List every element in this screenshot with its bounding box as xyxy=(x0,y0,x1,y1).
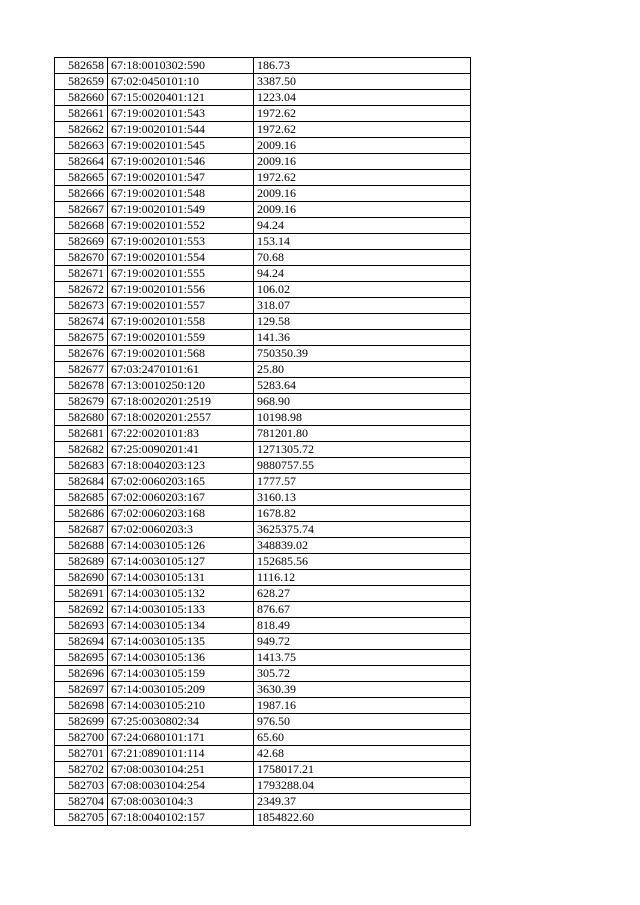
table-row xyxy=(55,570,471,586)
record-number-cell: 582660 xyxy=(55,90,108,106)
value-cell: 2349.37 xyxy=(254,794,471,810)
table-row xyxy=(55,714,471,730)
table-row xyxy=(55,186,471,202)
value-cell: 3387.50 xyxy=(254,74,471,90)
cadastral-number-cell: 67:18:0020201:2519 xyxy=(108,394,254,410)
value-cell: 152685.56 xyxy=(254,554,471,570)
table-row xyxy=(55,330,471,346)
record-number-cell: 582662 xyxy=(55,122,108,138)
table-row xyxy=(55,138,471,154)
cadastral-number-cell: 67:25:0090201:41 xyxy=(108,442,254,458)
record-number-cell: 582683 xyxy=(55,458,108,474)
cadastral-number-cell: 67:08:0030104:3 xyxy=(108,794,254,810)
table-row xyxy=(55,538,471,554)
cadastral-number-cell: 67:14:0030105:135 xyxy=(108,634,254,650)
cadastral-number-cell: 67:08:0030104:254 xyxy=(108,778,254,794)
table-row xyxy=(55,90,471,106)
cadastral-number-cell: 67:02:0450101:10 xyxy=(108,74,254,90)
record-number-cell: 582693 xyxy=(55,618,108,634)
table-row xyxy=(55,362,471,378)
cadastral-number-cell: 67:25:0030802:34 xyxy=(108,714,254,730)
record-number-cell: 582698 xyxy=(55,698,108,714)
record-number-cell: 582700 xyxy=(55,730,108,746)
cadastral-number-cell: 67:02:0060203:3 xyxy=(108,522,254,538)
cadastral-number-cell: 67:19:0020101:548 xyxy=(108,186,254,202)
value-cell: 968.90 xyxy=(254,394,471,410)
record-number-cell: 582680 xyxy=(55,410,108,426)
record-number-cell: 582664 xyxy=(55,154,108,170)
record-number-cell: 582704 xyxy=(55,794,108,810)
value-cell: 2009.16 xyxy=(254,154,471,170)
cadastral-number-cell: 67:03:2470101:61 xyxy=(108,362,254,378)
record-number-cell: 582668 xyxy=(55,218,108,234)
cadastral-number-cell: 67:22:0020101:83 xyxy=(108,426,254,442)
table-row xyxy=(55,314,471,330)
value-cell: 5283.64 xyxy=(254,378,471,394)
value-cell: 1793288.04 xyxy=(254,778,471,794)
cadastral-number-cell: 67:19:0020101:545 xyxy=(108,138,254,154)
value-cell: 106.02 xyxy=(254,282,471,298)
record-number-cell: 582659 xyxy=(55,74,108,90)
value-cell: 818.49 xyxy=(254,618,471,634)
cadastral-number-cell: 67:02:0060203:165 xyxy=(108,474,254,490)
record-number-cell: 582692 xyxy=(55,602,108,618)
value-cell: 9880757.55 xyxy=(254,458,471,474)
record-number-cell: 582685 xyxy=(55,490,108,506)
cadastral-number-cell: 67:18:0020201:2557 xyxy=(108,410,254,426)
cadastral-number-cell: 67:14:0030105:127 xyxy=(108,554,254,570)
record-number-cell: 582658 xyxy=(55,58,108,74)
value-cell: 1972.62 xyxy=(254,106,471,122)
value-cell: 628.27 xyxy=(254,586,471,602)
table-row xyxy=(55,266,471,282)
value-cell: 1972.62 xyxy=(254,122,471,138)
table-row xyxy=(55,170,471,186)
cadastral-number-cell: 67:18:0010302:590 xyxy=(108,58,254,74)
table-row xyxy=(55,154,471,170)
cadastral-number-cell: 67:14:0030105:131 xyxy=(108,570,254,586)
cadastral-number-cell: 67:19:0020101:544 xyxy=(108,122,254,138)
table-row xyxy=(55,698,471,714)
value-cell: 781201.80 xyxy=(254,426,471,442)
table-row xyxy=(55,202,471,218)
table-row xyxy=(55,346,471,362)
cadastral-number-cell: 67:18:0040102:157 xyxy=(108,810,254,826)
value-cell: 348839.02 xyxy=(254,538,471,554)
cadastral-number-cell: 67:14:0030105:133 xyxy=(108,602,254,618)
value-cell: 10198.98 xyxy=(254,410,471,426)
cadastral-number-cell: 67:18:0040203:123 xyxy=(108,458,254,474)
cadastral-number-cell: 67:14:0030105:134 xyxy=(108,618,254,634)
record-number-cell: 582689 xyxy=(55,554,108,570)
record-number-cell: 582679 xyxy=(55,394,108,410)
cadastral-number-cell: 67:19:0020101:559 xyxy=(108,330,254,346)
value-cell: 1271305.72 xyxy=(254,442,471,458)
cadastral-number-cell: 67:19:0020101:556 xyxy=(108,282,254,298)
table-row xyxy=(55,106,471,122)
table-row xyxy=(55,522,471,538)
cadastral-number-cell: 67:19:0020101:554 xyxy=(108,250,254,266)
table-row xyxy=(55,378,471,394)
table-row xyxy=(55,634,471,650)
value-cell: 876.67 xyxy=(254,602,471,618)
table-row xyxy=(55,74,471,90)
cadastral-number-cell: 67:19:0020101:555 xyxy=(108,266,254,282)
table-row xyxy=(55,426,471,442)
cadastral-number-cell: 67:19:0020101:546 xyxy=(108,154,254,170)
cadastral-number-cell: 67:02:0060203:168 xyxy=(108,506,254,522)
cadastral-number-cell: 67:14:0030105:126 xyxy=(108,538,254,554)
record-number-cell: 582669 xyxy=(55,234,108,250)
table-row xyxy=(55,458,471,474)
table-row xyxy=(55,234,471,250)
value-cell: 65.60 xyxy=(254,730,471,746)
value-cell: 318.07 xyxy=(254,298,471,314)
record-number-cell: 582687 xyxy=(55,522,108,538)
value-cell: 94.24 xyxy=(254,218,471,234)
records-table-body xyxy=(55,58,471,826)
cadastral-number-cell: 67:19:0020101:547 xyxy=(108,170,254,186)
record-number-cell: 582675 xyxy=(55,330,108,346)
table-row xyxy=(55,394,471,410)
record-number-cell: 582684 xyxy=(55,474,108,490)
record-number-cell: 582682 xyxy=(55,442,108,458)
record-number-cell: 582696 xyxy=(55,666,108,682)
value-cell: 141.36 xyxy=(254,330,471,346)
cadastral-number-cell: 67:19:0020101:568 xyxy=(108,346,254,362)
record-number-cell: 582703 xyxy=(55,778,108,794)
value-cell: 1413.75 xyxy=(254,650,471,666)
cadastral-number-cell: 67:08:0030104:251 xyxy=(108,762,254,778)
record-number-cell: 582690 xyxy=(55,570,108,586)
value-cell: 1758017.21 xyxy=(254,762,471,778)
record-number-cell: 582697 xyxy=(55,682,108,698)
table-row xyxy=(55,794,471,810)
value-cell: 1854822.60 xyxy=(254,810,471,826)
cadastral-number-cell: 67:14:0030105:210 xyxy=(108,698,254,714)
value-cell: 94.24 xyxy=(254,266,471,282)
table-row xyxy=(55,602,471,618)
record-number-cell: 582695 xyxy=(55,650,108,666)
cadastral-number-cell: 67:19:0020101:543 xyxy=(108,106,254,122)
cadastral-number-cell: 67:19:0020101:557 xyxy=(108,298,254,314)
table-row xyxy=(55,122,471,138)
record-number-cell: 582688 xyxy=(55,538,108,554)
record-number-cell: 582699 xyxy=(55,714,108,730)
records-table xyxy=(54,57,471,826)
cadastral-number-cell: 67:13:0010250:120 xyxy=(108,378,254,394)
value-cell: 305.72 xyxy=(254,666,471,682)
value-cell: 976.50 xyxy=(254,714,471,730)
record-number-cell: 582694 xyxy=(55,634,108,650)
record-number-cell: 582701 xyxy=(55,746,108,762)
value-cell: 3160.13 xyxy=(254,490,471,506)
cadastral-number-cell: 67:14:0030105:159 xyxy=(108,666,254,682)
value-cell: 1972.62 xyxy=(254,170,471,186)
cadastral-number-cell: 67:19:0020101:558 xyxy=(108,314,254,330)
table-row xyxy=(55,586,471,602)
table-row xyxy=(55,778,471,794)
value-cell: 1777.57 xyxy=(254,474,471,490)
value-cell: 2009.16 xyxy=(254,202,471,218)
value-cell: 1116.12 xyxy=(254,570,471,586)
cadastral-number-cell: 67:19:0020101:549 xyxy=(108,202,254,218)
value-cell: 1223.04 xyxy=(254,90,471,106)
value-cell: 153.14 xyxy=(254,234,471,250)
value-cell: 1678.82 xyxy=(254,506,471,522)
cadastral-number-cell: 67:19:0020101:553 xyxy=(108,234,254,250)
value-cell: 70.68 xyxy=(254,250,471,266)
value-cell: 949.72 xyxy=(254,634,471,650)
table-row xyxy=(55,650,471,666)
table-row xyxy=(55,506,471,522)
value-cell: 2009.16 xyxy=(254,138,471,154)
value-cell: 1987.16 xyxy=(254,698,471,714)
value-cell: 129.58 xyxy=(254,314,471,330)
table-row xyxy=(55,490,471,506)
value-cell: 42.68 xyxy=(254,746,471,762)
cadastral-number-cell: 67:19:0020101:552 xyxy=(108,218,254,234)
table-row xyxy=(55,250,471,266)
table-row xyxy=(55,474,471,490)
value-cell: 750350.39 xyxy=(254,346,471,362)
cadastral-number-cell: 67:14:0030105:136 xyxy=(108,650,254,666)
cadastral-number-cell: 67:21:0890101:114 xyxy=(108,746,254,762)
table-row xyxy=(55,442,471,458)
record-number-cell: 582661 xyxy=(55,106,108,122)
cadastral-number-cell: 67:14:0030105:209 xyxy=(108,682,254,698)
table-row xyxy=(55,682,471,698)
table-row xyxy=(55,218,471,234)
table-row xyxy=(55,810,471,826)
record-number-cell: 582681 xyxy=(55,426,108,442)
value-cell: 186.73 xyxy=(254,58,471,74)
record-number-cell: 582663 xyxy=(55,138,108,154)
record-number-cell: 582673 xyxy=(55,298,108,314)
table-row xyxy=(55,298,471,314)
table-row xyxy=(55,730,471,746)
table-row xyxy=(55,762,471,778)
cadastral-number-cell: 67:15:0020401:121 xyxy=(108,90,254,106)
record-number-cell: 582702 xyxy=(55,762,108,778)
record-number-cell: 582667 xyxy=(55,202,108,218)
cadastral-number-cell: 67:02:0060203:167 xyxy=(108,490,254,506)
record-number-cell: 582672 xyxy=(55,282,108,298)
record-number-cell: 582674 xyxy=(55,314,108,330)
table-row xyxy=(55,58,471,74)
table-row xyxy=(55,618,471,634)
table-row xyxy=(55,666,471,682)
record-number-cell: 582670 xyxy=(55,250,108,266)
record-number-cell: 582686 xyxy=(55,506,108,522)
record-number-cell: 582665 xyxy=(55,170,108,186)
value-cell: 3625375.74 xyxy=(254,522,471,538)
cadastral-number-cell: 67:14:0030105:132 xyxy=(108,586,254,602)
table-row xyxy=(55,410,471,426)
value-cell: 3630.39 xyxy=(254,682,471,698)
table-row xyxy=(55,554,471,570)
record-number-cell: 582666 xyxy=(55,186,108,202)
record-number-cell: 582705 xyxy=(55,810,108,826)
value-cell: 25.80 xyxy=(254,362,471,378)
table-row xyxy=(55,746,471,762)
value-cell: 2009.16 xyxy=(254,186,471,202)
record-number-cell: 582691 xyxy=(55,586,108,602)
cadastral-number-cell: 67:24:0680101:171 xyxy=(108,730,254,746)
table-row xyxy=(55,282,471,298)
record-number-cell: 582676 xyxy=(55,346,108,362)
record-number-cell: 582678 xyxy=(55,378,108,394)
record-number-cell: 582677 xyxy=(55,362,108,378)
record-number-cell: 582671 xyxy=(55,266,108,282)
